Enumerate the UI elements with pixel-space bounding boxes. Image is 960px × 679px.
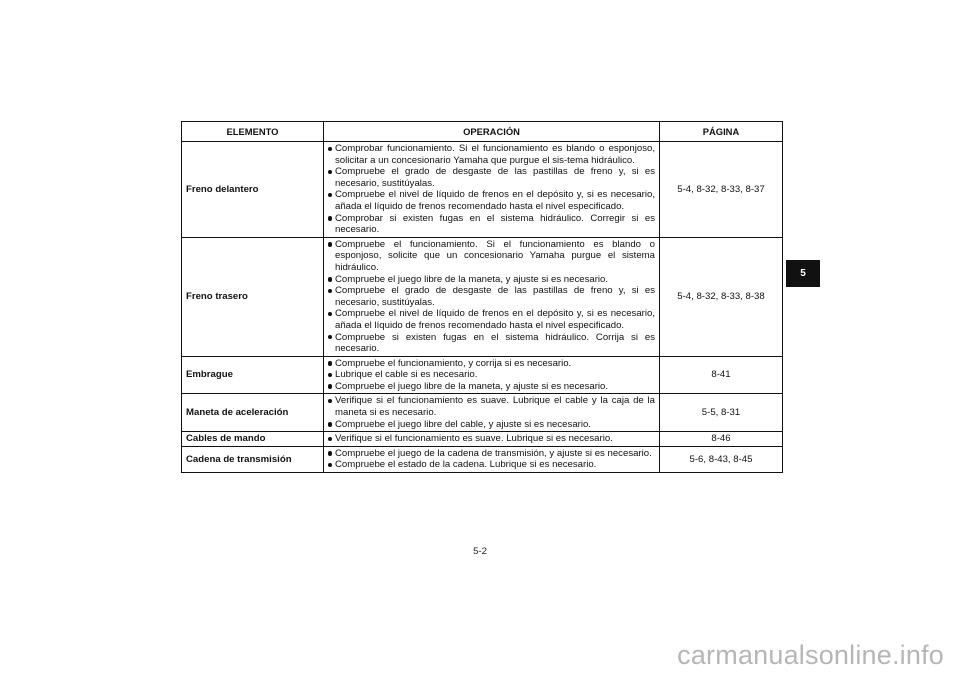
operation-item [328,189,655,212]
operation-item [328,213,655,236]
operation-list [328,358,655,393]
bullet-icon [328,451,332,455]
operation-list [328,395,655,430]
operation-text: Compruebe el nivel de líquido de frenos en el depósito y, si es necesario, añada el líquido de frenos recomendado hasta el nivel especificado. [335,308,655,331]
operation-text: Verifique si el funcionamiento es suave. Lubrique si es necesario. [335,433,613,445]
maintenance-table [181,121,783,473]
operation-item [328,274,655,286]
row-page-refs: 5-4, 8-32, 8-33, 8-37 [660,142,783,238]
bullet-icon [328,147,332,151]
bullet-icon [328,242,332,246]
operation-text: Compruebe el funcionamiento, y corrija si es necesario. [335,357,572,369]
row-item-name: Cables de mando [182,432,324,447]
operation-item [328,332,655,355]
operation-item [328,239,655,274]
bullet-icon [328,193,332,197]
row-page-refs: 5-4, 8-32, 8-33, 8-38 [660,237,783,356]
row-operations [324,394,660,432]
bullet-icon [328,399,332,403]
operation-item [328,358,655,370]
operation-item [328,166,655,189]
chapter-tab: 5 [786,260,820,287]
table-row [182,394,783,432]
operation-text: Comprobar si existen fugas en el sistema hidráulico. Corregir si es necesario. [335,212,655,236]
row-operations [324,356,660,394]
row-item-name: Cadena de transmisión [182,446,324,472]
table-row [182,356,783,394]
operation-text: Compruebe el juego libre de la maneta, y ajuste si es necesario. [335,380,609,392]
row-operations [324,446,660,472]
bullet-icon [328,373,332,377]
row-item-name: Maneta de aceleración [182,394,324,432]
row-item-name: Freno delantero [182,142,324,238]
row-page-refs: 5-5, 8-31 [660,394,783,432]
bullet-icon [328,335,332,339]
operation-text: Compruebe el juego libre del cable, y ajuste si es necesario. [335,418,591,430]
row-item-name: Freno trasero [182,237,324,356]
operation-item [328,433,655,445]
table-row [182,237,783,356]
bullet-icon [328,170,332,174]
header-operation: OPERACIÓN [324,122,660,142]
row-operations [324,432,660,447]
row-page-refs: 8-46 [660,432,783,447]
header-page: PÁGINA [660,122,783,142]
operation-item [328,395,655,418]
operation-list [328,239,655,355]
operation-item [328,381,655,393]
operation-text: Lubrique el cable si es necesario. [335,369,478,381]
watermark: carmanualsonline.info [677,640,944,670]
bullet-icon [328,384,332,388]
bullet-icon [328,216,332,220]
operation-text: Compruebe el juego libre de la maneta, y ajuste si es necesario. [335,273,609,285]
bullet-icon [328,361,332,365]
row-page-refs: 8-41 [660,356,783,394]
bullet-icon [328,463,332,467]
operation-text: Comprobar funcionamiento. Si el funcionamiento es blando o esponjoso, solicitar a un concesionario Yamaha que purgue el sis-tema hidráulico. [335,143,655,166]
row-operations [324,237,660,356]
header-item: ELEMENTO [182,122,324,142]
operation-text: Compruebe el grado de desgaste de las pastillas de freno y, si es necesario, sustitúyalas. [335,166,655,189]
operation-item [328,143,655,166]
bullet-icon [328,289,332,293]
operation-list [328,433,655,445]
row-operations [324,142,660,238]
operation-text: Compruebe si existen fugas en el sistema hidráulico. Corrija si es necesario. [335,331,655,355]
operation-item [328,285,655,308]
operation-list [328,448,655,471]
operation-text: Compruebe el juego de la cadena de transmisión, y ajuste si es necesario. [335,447,652,459]
operation-item [328,369,655,381]
bullet-icon [328,277,332,281]
row-item-name: Embrague [182,356,324,394]
bullet-icon [328,312,332,316]
bullet-icon [328,437,332,441]
operation-item [328,419,655,431]
operation-item [328,308,655,331]
operation-list [328,143,655,236]
operation-text: Compruebe el grado de desgaste de las pastillas de freno y, si es necesario, sustitúyalas. [335,285,655,308]
table-header-row [182,122,783,142]
table-row [182,432,783,447]
table-row [182,446,783,472]
operation-text: Verifique si el funcionamiento es suave. Lubrique el cable y la caja de la maneta si es necesario. [335,395,655,419]
operation-item [328,459,655,471]
page-number: 5-2 [473,546,487,557]
bullet-icon [328,422,332,426]
row-page-refs: 5-6, 8-43, 8-45 [660,446,783,472]
operation-item [328,448,655,460]
operation-text: Compruebe el estado de la cadena. Lubrique si es necesario. [335,459,597,471]
table-row [182,142,783,238]
operation-text: Compruebe el nivel de líquido de frenos en el depósito y, si es necesario, añada el líquido de frenos recomendado hasta el nivel especificado. [335,189,655,212]
table-body [182,142,783,473]
operation-text: Compruebe el funcionamiento. Si el funcionamiento es blando o esponjoso, solicite que un concesionario Yamaha purgue el sistema hidráulico. [335,238,655,273]
